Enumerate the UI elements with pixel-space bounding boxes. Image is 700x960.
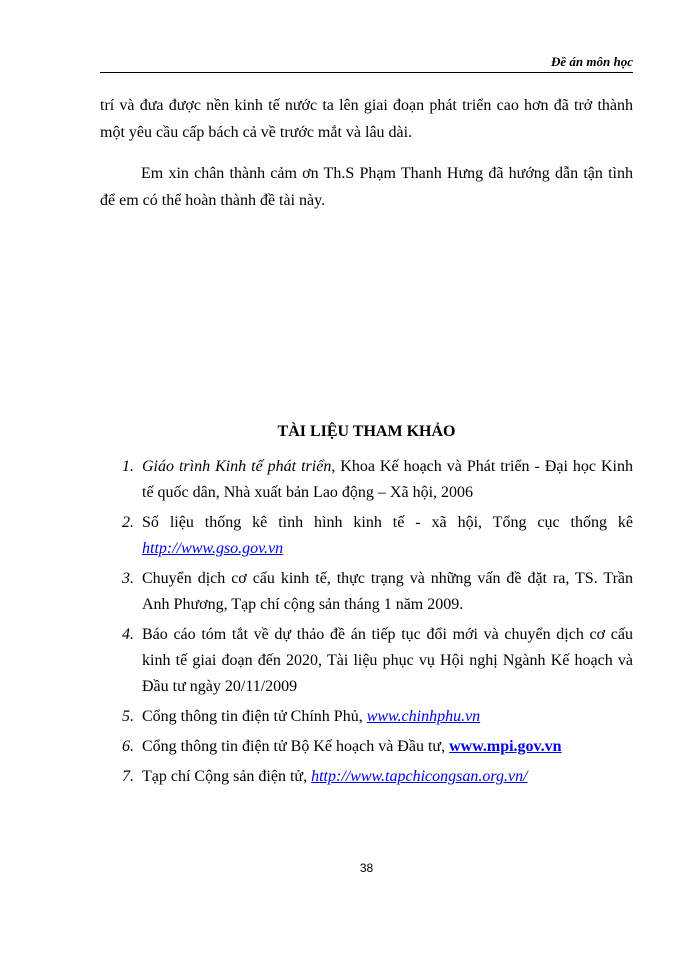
reference-item-6 [100, 734, 633, 760]
reference-item-1 [100, 454, 633, 506]
page-header [100, 52, 633, 73]
reference-text: Cổng thông tin điện tử Bộ Kế hoạch và Đầu tư, [142, 738, 450, 755]
page-number: 38 [359, 861, 374, 875]
paragraph-continuation: trí và đưa được nền kinh tế nước ta lên giai đoạn phát triển cao hơn đã trở thành một yêu cầu cấp bách cả về trước mắt và lâu dài. [100, 97, 633, 141]
reference-number: 4. [122, 626, 134, 643]
reference-number: 2. [122, 514, 134, 531]
reference-link-mpi[interactable]: www.mpi.gov.vn [449, 738, 562, 755]
references-title: TÀI LIỆU THAM KHẢO [277, 423, 456, 440]
header-title: Đề án môn học [551, 54, 633, 69]
reference-book-title: Giáo trình Kinh tế phát triển [142, 458, 332, 475]
reference-item-4 [100, 622, 633, 700]
reference-text: , Khoa Kế hoạch và Phát triển - Đại học Kinh tế quốc dân, Nhà xuất bản Lao động – Xã hội, 2006 [142, 458, 633, 501]
references-list [100, 454, 633, 794]
reference-text: Chuyển dịch cơ cấu kinh tế, thực trạng và những vấn đề đặt ra, TS. Trần Anh Phương, Tạp chí cộng sản tháng 1 năm 2009. [142, 570, 633, 613]
reference-text: Tạp chí Cộng sản điện tử, [142, 768, 312, 785]
paragraph-acknowledgement: Em xin chân thành cảm ơn Th.S Phạm Thanh Hưng đã hướng dẫn tận tình để em có thể hoàn thành đề tài này. [100, 165, 633, 209]
reference-item-5 [100, 704, 633, 730]
reference-link-gso[interactable]: http://www.gso.gov.vn [142, 540, 284, 557]
reference-number: 1. [122, 458, 134, 475]
reference-number: 5. [122, 708, 134, 725]
reference-text: Cổng thông tin điện tử Chính Phủ, [142, 708, 367, 725]
reference-number: 7. [122, 768, 134, 785]
reference-text: Số liệu thống kê tình hình kinh tế - xã hội, Tổng cục thống kê [142, 514, 633, 531]
reference-item-7 [100, 764, 633, 790]
reference-number: 6. [122, 738, 134, 755]
reference-text: Báo cáo tóm tắt về dự thảo đề án tiếp tục đổi mới và chuyển dịch cơ cấu kinh tế giai đoạn đến 2020, Tài liệu phục vụ Hội nghị Ngành Kế hoạch và Đầu tư ngày 20/11/2009 [142, 626, 633, 695]
reference-item-3 [100, 566, 633, 618]
reference-link-tapchicongsan[interactable]: http://www.tapchicongsan.org.vn/ [311, 768, 528, 785]
reference-number: 3. [122, 570, 134, 587]
reference-link-chinhphu[interactable]: www.chinhphu.vn [366, 708, 481, 725]
reference-item-2 [100, 510, 633, 562]
